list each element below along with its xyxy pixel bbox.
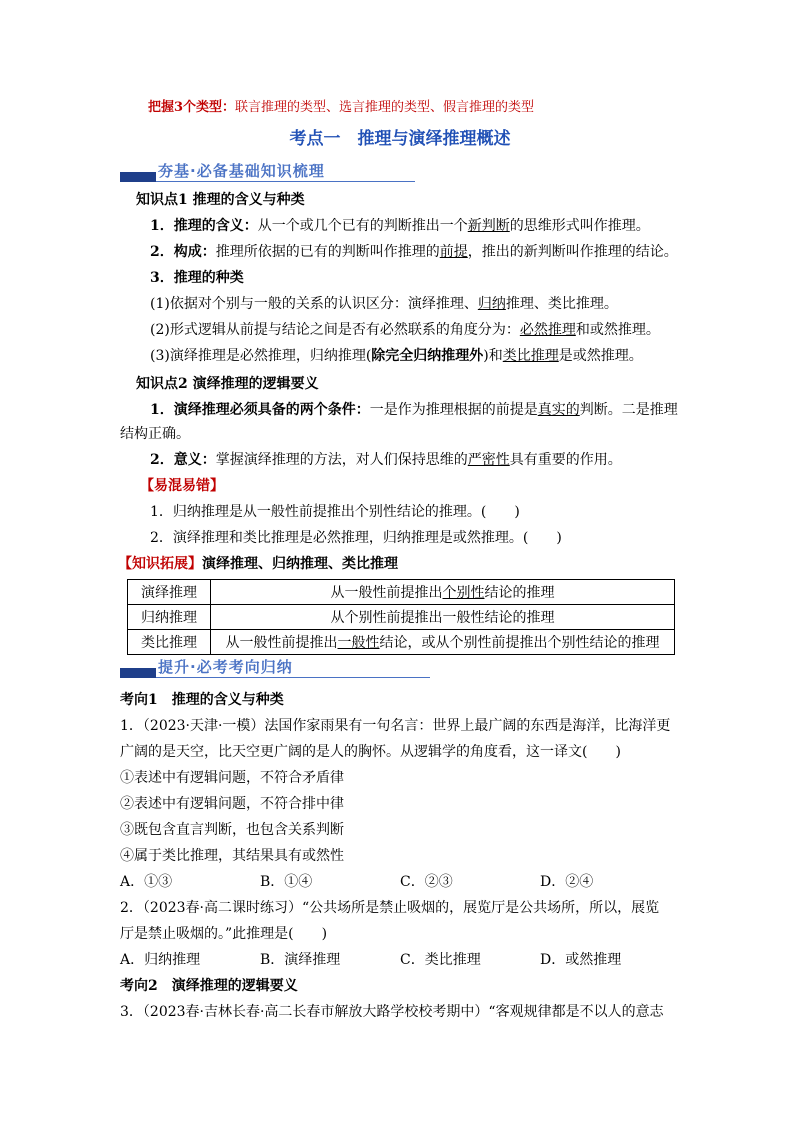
extension-title: 【知识拓展】 [118, 556, 202, 572]
table-cell-desc: 从一般性前提推出个别性结论的推理 [211, 580, 675, 605]
extension-header [118, 554, 678, 574]
section-rule [156, 181, 415, 182]
section-title: 夯基·必备基础知识梳理 [158, 162, 325, 180]
extension-subtitle: 演绎推理、归纳推理、类比推理 [202, 556, 398, 572]
table-cell-desc: 从个别性前提推出一般性结论的推理 [211, 605, 675, 630]
table-row [128, 605, 675, 630]
intro-label: 把握3个类型： [148, 100, 236, 115]
confuse-title: 【易混易错】 [140, 478, 224, 494]
kp2-item-2: 2．意义：掌握演绎推理的方法，对人们保持思维的严密性具有重要的作用。 [150, 452, 622, 468]
intro-text: 联言推理的类型、选言推理的类型、假言推理的类型 [235, 100, 535, 115]
question-2-line-2: 厅是禁止吸烟的。”此推理是( ) [120, 926, 328, 942]
section-marker [120, 172, 156, 182]
section-title: 提升·必考考向归纳 [158, 658, 293, 676]
section-header-directions [120, 656, 430, 678]
table-cell-desc: 从一般性前提推出一般性结论，或从个别性前提推出个别性结论的推理 [211, 630, 675, 655]
section-rule [156, 677, 430, 678]
table-row [128, 580, 675, 605]
question-1-option: ③既包含直言判断，也包含关系判断 [120, 822, 344, 838]
kp1-item-1: 1．推理的含义：从一个或几个已有的判断推出一个新判断的思维形式叫作推理。 [150, 218, 650, 234]
choice-c: C．②③ [400, 874, 453, 890]
section-header-basics [120, 160, 415, 182]
choice-d: D．②④ [540, 874, 594, 890]
comparison-table [127, 579, 675, 655]
choice-a: A．①③ [120, 874, 173, 890]
knowledge-point-title: 知识点1 推理的含义与种类 [136, 192, 305, 208]
choice-d: D．或然推理 [540, 952, 622, 968]
question-1-option: ①表述中有逻辑问题，不符合矛盾律 [120, 770, 344, 786]
question-3-line-1: 3．（2023春·吉林长春·高二长春市解放大路学校校考期中）“客观规律都是不以人的意志 [120, 1004, 664, 1020]
direction-title: 考向2 演绎推理的逻辑要义 [120, 978, 298, 994]
confuse-item-2: 2．演绎推理和类比推理是必然推理，归纳推理是或然推理。( ) [150, 530, 562, 546]
confuse-item-1: 1．归纳推理是从一般性前提推出个别性结论的推理。( ) [150, 504, 520, 520]
direction-title: 考向1 推理的含义与种类 [120, 692, 284, 708]
kp2-item-1: 1．演绎推理必须具备的两个条件：一是作为推理根据的前提是真实的判断。二是推理 [150, 402, 678, 418]
choice-b: B．演绎推理 [260, 952, 341, 968]
table-cell-name: 类比推理 [128, 630, 211, 655]
question-2-line-1: 2．（2023春·高二课时练习）“公共场所是禁止吸烟的，展览厅是公共场所，所以，展览 [120, 900, 660, 916]
kp1-item-3c: (3)演绎推理是必然推理，归纳推理(除完全归纳推理外)和类比推理是或然推理。 [150, 348, 643, 364]
choice-c: C．类比推理 [400, 952, 481, 968]
knowledge-point-title: 知识点2 演绎推理的逻辑要义 [136, 376, 319, 392]
choice-b: B．①④ [260, 874, 313, 890]
kp1-item-3b: (2)形式逻辑从前提与结论之间是否有必然联系的角度分为：必然推理和或然推理。 [150, 322, 660, 338]
kp1-item-3a: (1)依据对个别与一般的关系的认识区分：演绎推理、归纳推理、类比推理。 [150, 296, 618, 312]
choice-a: A．归纳推理 [120, 952, 201, 968]
table-cell-name: 演绎推理 [128, 580, 211, 605]
kp1-item-2: 2．构成：推理所依据的已有的判断叫作推理的前提，推出的新判断叫作推理的结论。 [150, 244, 678, 260]
section-marker [120, 668, 156, 678]
question-1-line-1: 1．（2023·天津·一模）法国作家雨果有一句名言：世界上最广阔的东西是海洋，比海洋更 [120, 718, 671, 734]
table-cell-name: 归纳推理 [128, 605, 211, 630]
kp1-item-3: 3．推理的种类 [150, 270, 244, 286]
table-row [128, 630, 675, 655]
intro-line [148, 98, 708, 118]
page-heading: 考点一 推理与演绎推理概述 [289, 129, 511, 149]
question-1-option: ②表述中有逻辑问题，不符合排中律 [120, 796, 344, 812]
kp2-item-1-cont: 结构正确。 [120, 426, 190, 442]
question-1-option: ④属于类比推理，其结果具有或然性 [120, 848, 344, 864]
question-1-line-2: 广阔的是天空，比天空更广阔的是人的胸怀。从逻辑学的角度看，这一译文( ) [120, 744, 621, 760]
